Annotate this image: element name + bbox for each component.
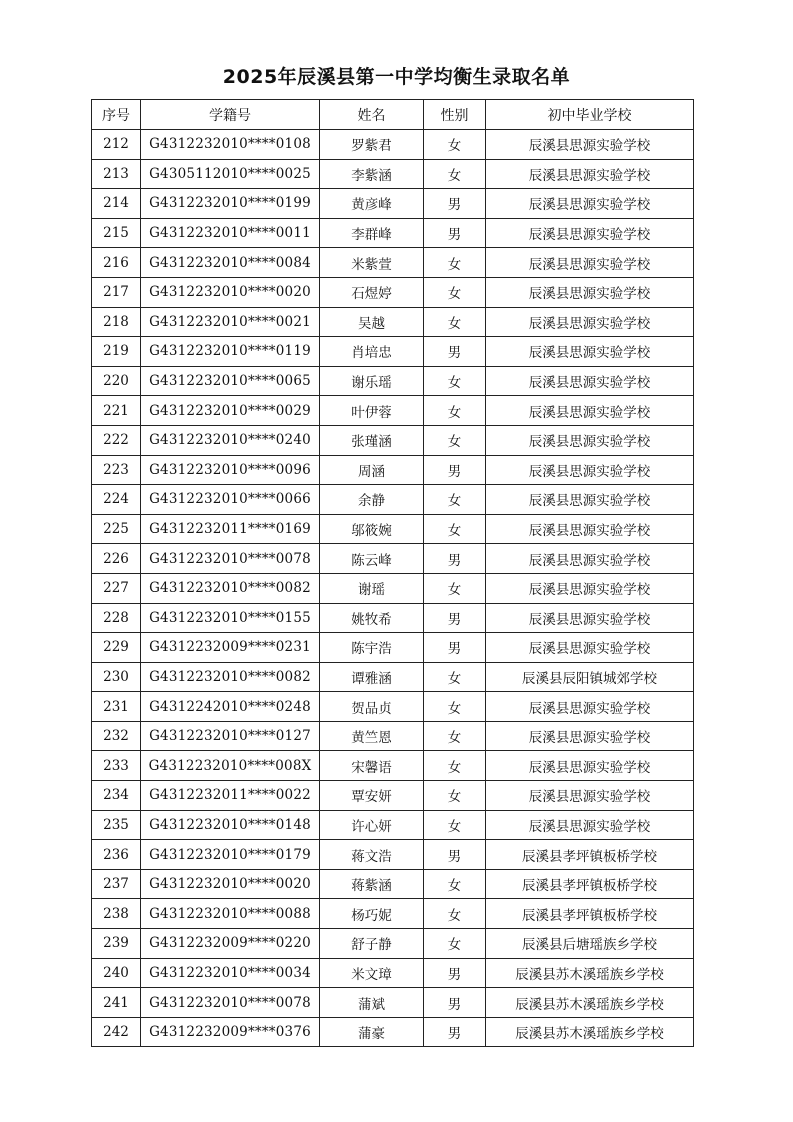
cell-seq: 241 [92, 988, 141, 1018]
cell-student-id: G4312232010****0108 [141, 130, 320, 160]
cell-student-id: G4312232010****0199 [141, 189, 320, 219]
cell-seq: 220 [92, 366, 141, 396]
cell-student-id: G4312232010****0119 [141, 337, 320, 367]
cell-student-id: G4312232010****0084 [141, 248, 320, 278]
cell-student-id: G4312232010****0096 [141, 455, 320, 485]
cell-gender: 女 [424, 573, 486, 603]
cell-seq: 223 [92, 455, 141, 485]
cell-student-id: G4305112010****0025 [141, 159, 320, 189]
cell-school: 辰溪县思源实验学校 [486, 721, 694, 751]
cell-name: 米文璋 [320, 958, 424, 988]
cell-gender: 女 [424, 869, 486, 899]
cell-seq: 221 [92, 396, 141, 426]
cell-seq: 237 [92, 869, 141, 899]
cell-school: 辰溪县思源实验学校 [486, 425, 694, 455]
cell-name: 谭雅涵 [320, 662, 424, 692]
cell-name: 余静 [320, 485, 424, 515]
header-student-id: 学籍号 [141, 100, 320, 130]
cell-name: 叶伊蓉 [320, 396, 424, 426]
cell-seq: 231 [92, 692, 141, 722]
cell-seq: 229 [92, 633, 141, 663]
cell-school: 辰溪县思源实验学校 [486, 514, 694, 544]
cell-school: 辰溪县孝坪镇板桥学校 [486, 899, 694, 929]
table-row [92, 573, 694, 603]
cell-gender: 男 [424, 840, 486, 870]
cell-gender: 女 [424, 277, 486, 307]
cell-name: 张瑾涵 [320, 425, 424, 455]
cell-student-id: G4312232009****0220 [141, 929, 320, 959]
cell-seq: 222 [92, 425, 141, 455]
table-row [92, 899, 694, 929]
cell-gender: 女 [424, 721, 486, 751]
cell-name: 邬筱婉 [320, 514, 424, 544]
cell-student-id: G4312232011****0022 [141, 781, 320, 811]
cell-seq: 235 [92, 810, 141, 840]
cell-gender: 女 [424, 485, 486, 515]
table-row [92, 189, 694, 219]
cell-gender: 女 [424, 248, 486, 278]
cell-seq: 232 [92, 721, 141, 751]
cell-student-id: G4312232010****0011 [141, 218, 320, 248]
cell-seq: 215 [92, 218, 141, 248]
table-row [92, 248, 694, 278]
cell-school: 辰溪县辰阳镇城郊学校 [486, 662, 694, 692]
cell-seq: 213 [92, 159, 141, 189]
cell-student-id: G4312232010****0020 [141, 277, 320, 307]
cell-gender: 男 [424, 544, 486, 574]
cell-student-id: G4312232010****0082 [141, 662, 320, 692]
cell-seq: 228 [92, 603, 141, 633]
cell-seq: 239 [92, 929, 141, 959]
table-row [92, 366, 694, 396]
cell-school: 辰溪县后塘瑶族乡学校 [486, 929, 694, 959]
cell-seq: 224 [92, 485, 141, 515]
cell-seq: 226 [92, 544, 141, 574]
table-header-row [92, 100, 694, 130]
table-row [92, 751, 694, 781]
cell-student-id: G4312232010****0078 [141, 544, 320, 574]
table-row [92, 130, 694, 160]
cell-school: 辰溪县思源实验学校 [486, 337, 694, 367]
page-title: 2025年辰溪县第一中学均衡生录取名单 [222, 66, 571, 88]
cell-name: 覃安妍 [320, 781, 424, 811]
cell-student-id: G4312232010****0029 [141, 396, 320, 426]
cell-school: 辰溪县孝坪镇板桥学校 [486, 840, 694, 870]
cell-school: 辰溪县苏木溪瑶族乡学校 [486, 988, 694, 1018]
cell-student-id: G4312232010****0155 [141, 603, 320, 633]
table-row [92, 277, 694, 307]
cell-gender: 女 [424, 307, 486, 337]
cell-name: 陈云峰 [320, 544, 424, 574]
admission-table [91, 99, 694, 1047]
header-school: 初中毕业学校 [486, 100, 694, 130]
cell-gender: 男 [424, 218, 486, 248]
table-row [92, 485, 694, 515]
table-row [92, 781, 694, 811]
cell-school: 辰溪县苏木溪瑶族乡学校 [486, 958, 694, 988]
cell-school: 辰溪县思源实验学校 [486, 810, 694, 840]
cell-name: 贺品贞 [320, 692, 424, 722]
cell-seq: 214 [92, 189, 141, 219]
cell-student-id: G4312232010****0020 [141, 869, 320, 899]
cell-gender: 男 [424, 189, 486, 219]
cell-name: 蒋文浩 [320, 840, 424, 870]
cell-name: 李紫涵 [320, 159, 424, 189]
cell-school: 辰溪县思源实验学校 [486, 633, 694, 663]
cell-seq: 212 [92, 130, 141, 160]
cell-name: 肖培忠 [320, 337, 424, 367]
cell-gender: 女 [424, 899, 486, 929]
cell-student-id: G4312232010****0021 [141, 307, 320, 337]
cell-student-id: G4312232010****0127 [141, 721, 320, 751]
header-seq: 序号 [92, 100, 141, 130]
table-row [92, 544, 694, 574]
cell-student-id: G4312232010****0034 [141, 958, 320, 988]
cell-school: 辰溪县思源实验学校 [486, 307, 694, 337]
cell-name: 谢瑶 [320, 573, 424, 603]
cell-name: 蒋紫涵 [320, 869, 424, 899]
header-name: 姓名 [320, 100, 424, 130]
cell-gender: 女 [424, 159, 486, 189]
table-row [92, 603, 694, 633]
cell-gender: 女 [424, 396, 486, 426]
cell-gender: 女 [424, 130, 486, 160]
cell-seq: 233 [92, 751, 141, 781]
cell-name: 石煜婷 [320, 277, 424, 307]
cell-gender: 女 [424, 929, 486, 959]
cell-gender: 男 [424, 1017, 486, 1047]
table-body [92, 130, 694, 1047]
cell-gender: 女 [424, 810, 486, 840]
cell-seq: 227 [92, 573, 141, 603]
cell-name: 许心妍 [320, 810, 424, 840]
cell-school: 辰溪县思源实验学校 [486, 189, 694, 219]
cell-school: 辰溪县孝坪镇板桥学校 [486, 869, 694, 899]
table-row [92, 218, 694, 248]
cell-name: 黄彦峰 [320, 189, 424, 219]
cell-school: 辰溪县思源实验学校 [486, 603, 694, 633]
cell-student-id: G4312232009****0376 [141, 1017, 320, 1047]
table-row [92, 337, 694, 367]
table-row [92, 425, 694, 455]
cell-school: 辰溪县思源实验学校 [486, 218, 694, 248]
cell-school: 辰溪县思源实验学校 [486, 396, 694, 426]
cell-name: 米紫萱 [320, 248, 424, 278]
cell-name: 蒲斌 [320, 988, 424, 1018]
cell-name: 谢乐瑶 [320, 366, 424, 396]
cell-student-id: G4312242010****0248 [141, 692, 320, 722]
cell-school: 辰溪县思源实验学校 [486, 130, 694, 160]
cell-seq: 218 [92, 307, 141, 337]
cell-school: 辰溪县思源实验学校 [486, 485, 694, 515]
cell-gender: 女 [424, 781, 486, 811]
cell-school: 辰溪县思源实验学校 [486, 781, 694, 811]
cell-gender: 女 [424, 514, 486, 544]
cell-name: 姚牧希 [320, 603, 424, 633]
table-row [92, 455, 694, 485]
cell-gender: 男 [424, 958, 486, 988]
cell-student-id: G4312232010****0088 [141, 899, 320, 929]
cell-gender: 男 [424, 988, 486, 1018]
table-row [92, 514, 694, 544]
table-row [92, 810, 694, 840]
cell-student-id: G4312232010****0078 [141, 988, 320, 1018]
cell-school: 辰溪县思源实验学校 [486, 455, 694, 485]
cell-school: 辰溪县思源实验学校 [486, 277, 694, 307]
cell-school: 辰溪县苏木溪瑶族乡学校 [486, 1017, 694, 1047]
table-row [92, 869, 694, 899]
cell-gender: 女 [424, 425, 486, 455]
cell-school: 辰溪县思源实验学校 [486, 544, 694, 574]
table-row [92, 692, 694, 722]
cell-student-id: G4312232010****0148 [141, 810, 320, 840]
cell-seq: 240 [92, 958, 141, 988]
cell-seq: 238 [92, 899, 141, 929]
cell-student-id: G4312232010****0065 [141, 366, 320, 396]
cell-name: 杨巧妮 [320, 899, 424, 929]
cell-seq: 216 [92, 248, 141, 278]
cell-school: 辰溪县思源实验学校 [486, 248, 694, 278]
cell-seq: 225 [92, 514, 141, 544]
table-row [92, 307, 694, 337]
cell-name: 周涵 [320, 455, 424, 485]
cell-school: 辰溪县思源实验学校 [486, 159, 694, 189]
cell-student-id: G4312232010****0240 [141, 425, 320, 455]
cell-school: 辰溪县思源实验学校 [486, 751, 694, 781]
cell-name: 李群峰 [320, 218, 424, 248]
cell-school: 辰溪县思源实验学校 [486, 573, 694, 603]
cell-seq: 219 [92, 337, 141, 367]
cell-student-id: G4312232010****0082 [141, 573, 320, 603]
table-row [92, 988, 694, 1018]
cell-gender: 女 [424, 692, 486, 722]
cell-student-id: G4312232010****0066 [141, 485, 320, 515]
table-row [92, 958, 694, 988]
table-row [92, 662, 694, 692]
cell-seq: 217 [92, 277, 141, 307]
table-row [92, 633, 694, 663]
cell-gender: 女 [424, 662, 486, 692]
table-row [92, 929, 694, 959]
table-row [92, 721, 694, 751]
cell-student-id: G4312232011****0169 [141, 514, 320, 544]
header-gender: 性别 [424, 100, 486, 130]
table-row [92, 840, 694, 870]
cell-student-id: G4312232009****0231 [141, 633, 320, 663]
cell-gender: 男 [424, 337, 486, 367]
cell-seq: 236 [92, 840, 141, 870]
cell-seq: 230 [92, 662, 141, 692]
cell-name: 吴越 [320, 307, 424, 337]
cell-student-id: G4312232010****008X [141, 751, 320, 781]
cell-name: 黄竺恩 [320, 721, 424, 751]
cell-gender: 男 [424, 633, 486, 663]
table-row [92, 159, 694, 189]
table-row [92, 396, 694, 426]
cell-seq: 234 [92, 781, 141, 811]
cell-school: 辰溪县思源实验学校 [486, 366, 694, 396]
cell-gender: 女 [424, 366, 486, 396]
cell-school: 辰溪县思源实验学校 [486, 692, 694, 722]
cell-student-id: G4312232010****0179 [141, 840, 320, 870]
table-row [92, 1017, 694, 1047]
cell-name: 罗紫君 [320, 130, 424, 160]
cell-gender: 男 [424, 455, 486, 485]
cell-name: 蒲豪 [320, 1017, 424, 1047]
cell-gender: 女 [424, 751, 486, 781]
cell-name: 宋馨语 [320, 751, 424, 781]
cell-name: 舒子静 [320, 929, 424, 959]
cell-name: 陈宇浩 [320, 633, 424, 663]
cell-gender: 男 [424, 603, 486, 633]
cell-seq: 242 [92, 1017, 141, 1047]
